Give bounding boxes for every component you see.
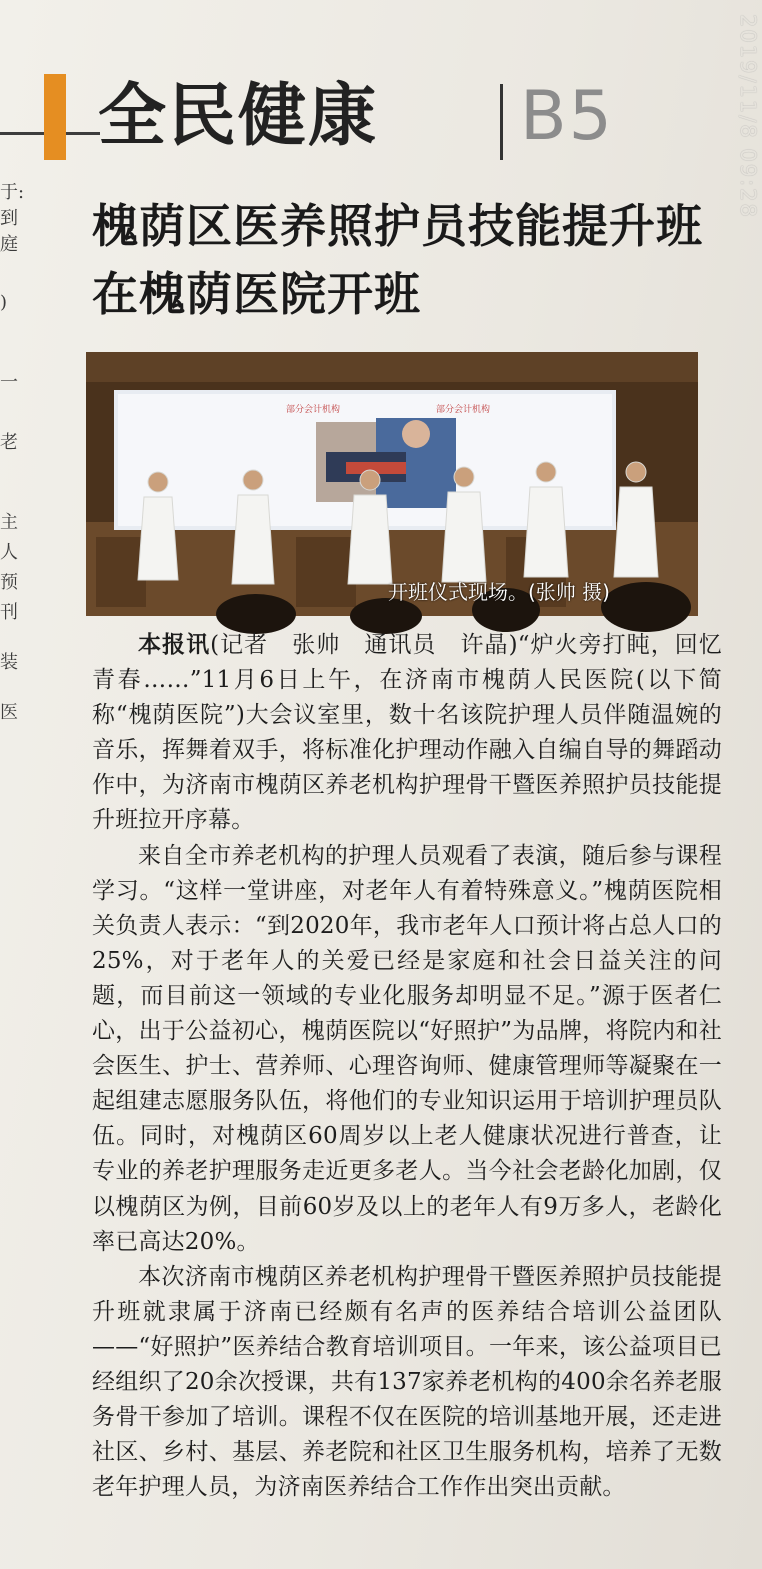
article-headline [92,192,712,328]
header-divider [500,84,503,160]
article-paragraph-2: 来自全市养老机构的护理人员观看了表演，随后参与课程学习。“这样一堂讲座，对老年人有着特殊意义。”槐荫医院相关负责人表示：“到2020年，我市老年人口预计将占总人口的25%，对于老年人的关爱已经是家庭和社会日益关注的问题，而目前这一领域的专业化服务却明显不足。”源于医者仁心，出于公益初心，槐荫医院以“好照护”为品牌，将院内和社会医生、护士、营养师、心理咨询师、健康管理师等凝聚在一起组建志愿服务队伍，将他们的专业知识运用于培训护理员队伍。同时，对槐荫区60周岁以上老人健康状况进行普查，让专业的养老护理服务走近更多老人。当今社会老龄化加剧，仅以槐荫区为例，目前60岁及以上的老年人有9万多人，老龄化率已高达20%。 [92,842,722,1255]
column-fragment-char: 刊 [0,602,18,623]
screen-text-left: 部分会计机构 [286,405,341,415]
column-fragment-char: 一 [0,372,18,393]
column-fragment-char: 老 [0,432,18,453]
section-accent-bar [44,74,66,160]
article-paragraph-1 [92,628,722,839]
column-fragment-char: 庭 [0,234,18,255]
column-fragment-char: 医 [0,702,18,723]
column-fragment-char: 于: [0,182,25,203]
column-fragment-char: 装 [0,652,18,673]
headline-line-2: 在槐荫医院开班 [92,267,421,321]
page-number: B5 [520,77,614,156]
column-fragment-char: 人 [0,542,18,563]
article-paragraph-3: 本次济南市槐荫区养老机构护理骨干暨医养照护员技能提升班就隶属于济南已经颇有名声的医养结合培训公益团队——“好照护”医养结合教育培训项目。一年来，该公益项目已经组织了20余次授课，共有137家养老机构的400余名养老服务骨干参加了培训。课程不仅在医院的培训基地开展，还走进社区、乡村、基层、养老院和社区卫生服务机构，培养了无数老年护理人员，为济南医养结合工作作出突出贡献。 [92,1263,722,1501]
screen-text-right: 部分会计机构 [436,405,491,415]
paragraph-text: (记者 张帅 通讯员 许晶)“炉火旁打盹，回忆青春……”11月6日上午，在济南市槐荫人民医院(以下简称“槐荫医院”)大会议室里，数十名该院护理人员伴随温婉的音乐，挥舞着双手，将标准化护理动作融入自编自导的舞蹈动作中，为济南市槐荫区养老机构护理骨干暨医养照护员技能提升班拉开序幕。 [92,632,722,834]
photo-timestamp: 2019/11/8 09:28 [736,14,760,219]
section-title: 全民健康 [98,77,379,156]
adjacent-column-fragment [0,180,25,1569]
column-fragment-char: 预 [0,572,18,593]
headline-line-1: 槐荫区医养照护员技能提升班 [92,199,703,253]
photo-caption: 开班仪式现场。(张帅 摄) [388,580,610,604]
article-lead: 本报讯 [138,632,211,658]
article-body [92,628,722,1505]
column-fragment-char: ) [0,292,8,313]
news-photo [86,352,698,616]
column-fragment-char: 到 [0,208,18,229]
column-fragment-char: 主 [0,512,18,533]
